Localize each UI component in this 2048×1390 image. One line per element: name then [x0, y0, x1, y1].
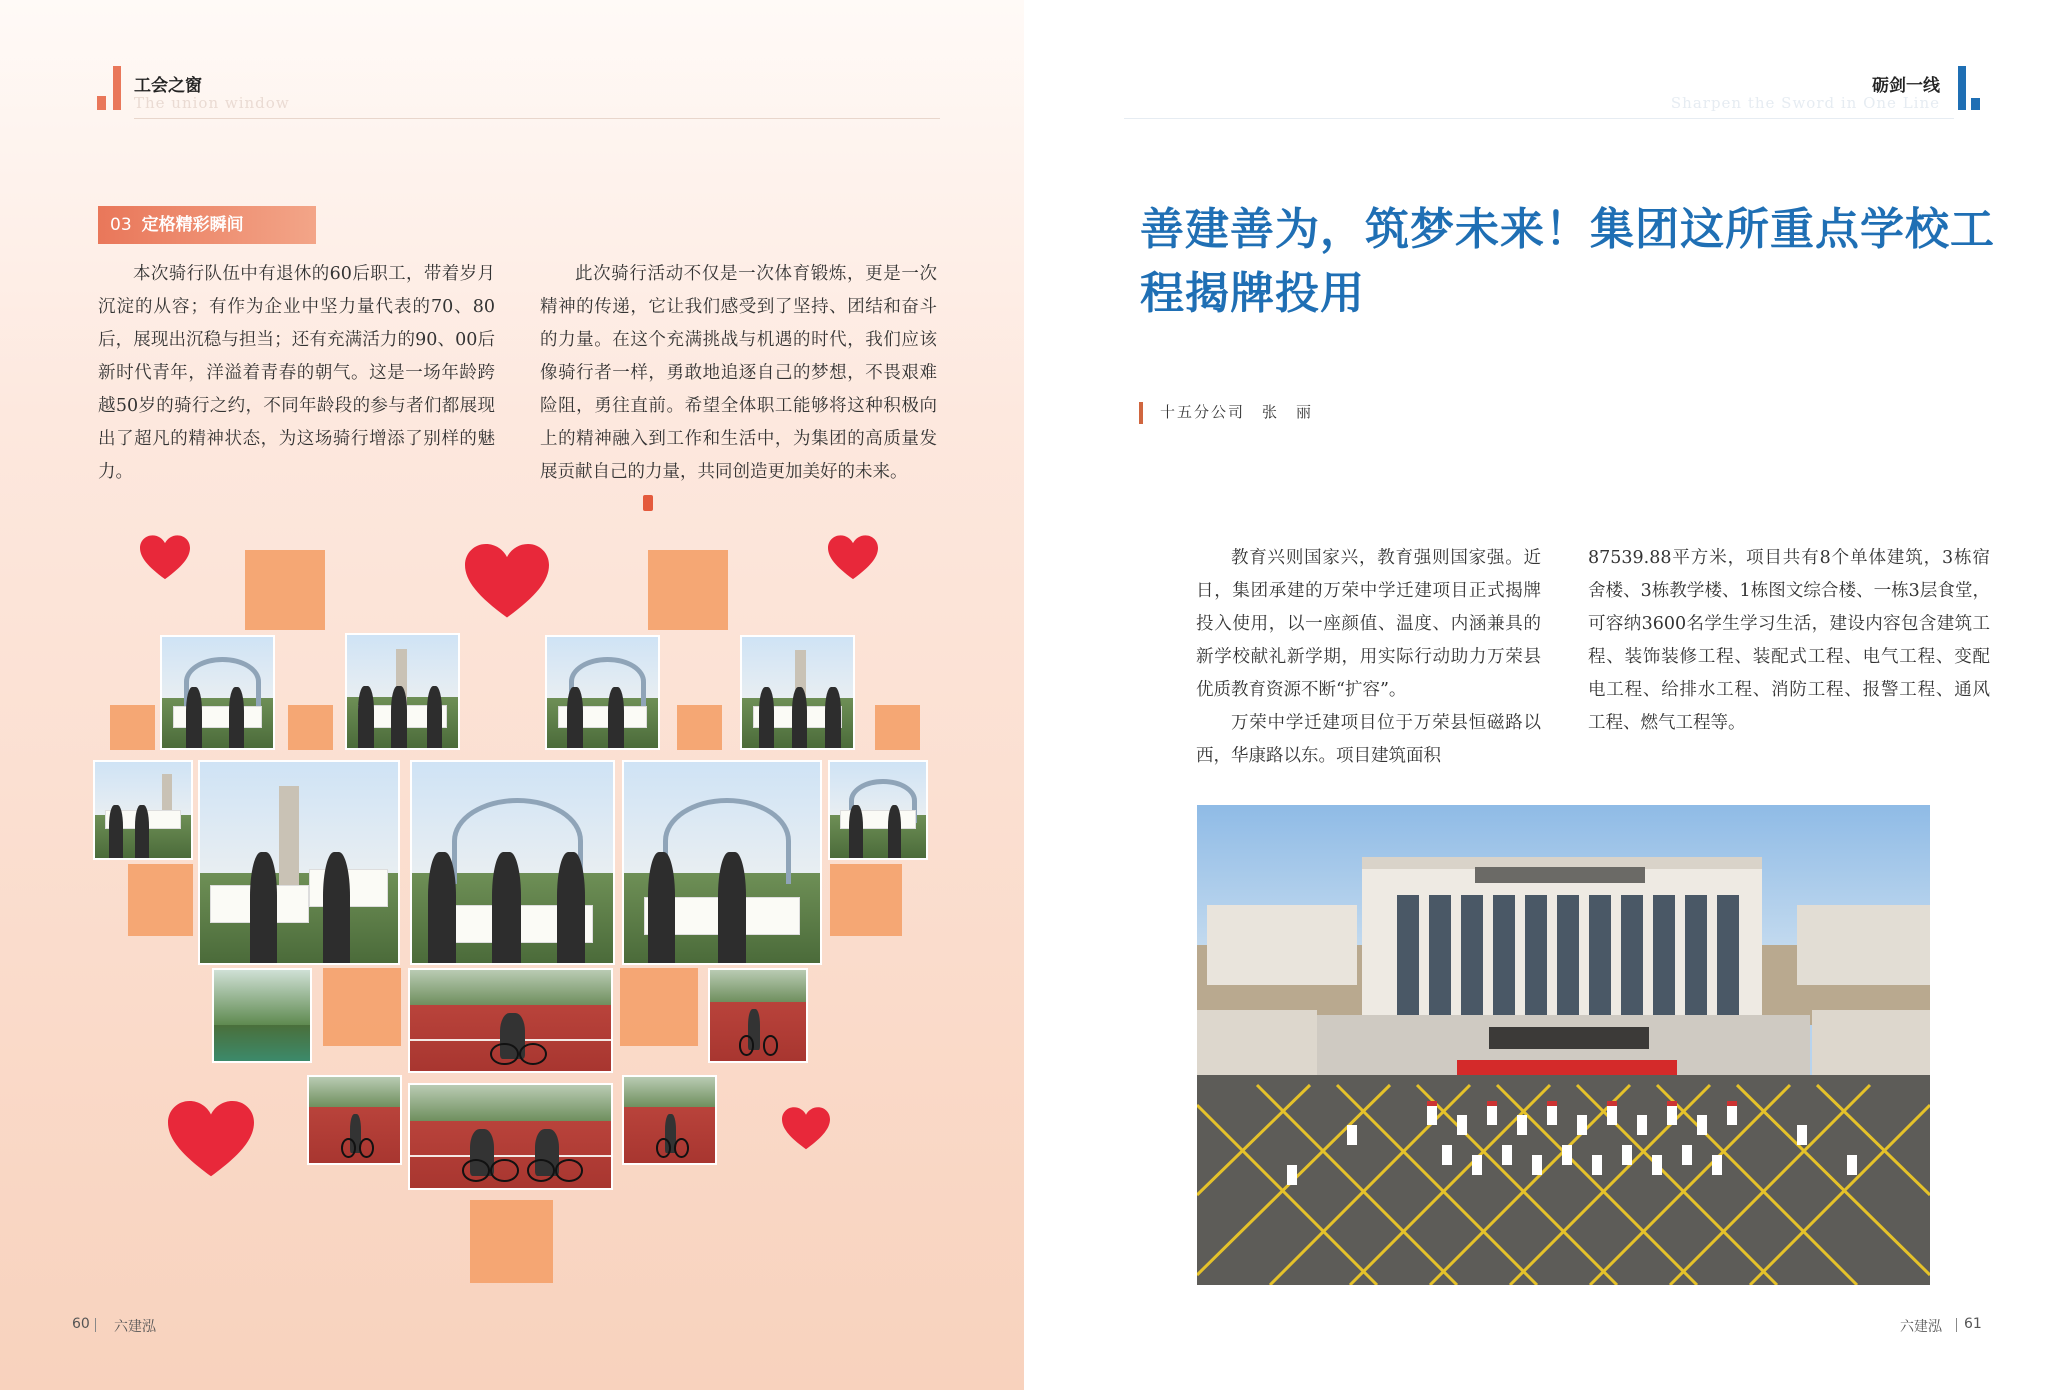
decor-square: [677, 705, 722, 750]
section-header-title: 砺剑一线: [1872, 76, 1940, 96]
heart-icon: [828, 535, 878, 581]
cycling-group-photo: [828, 760, 928, 860]
article-paragraph: 87539.88平方米，项目共有8个单体建筑，3栋宿舍楼、3栋教学楼、1栋图文综合楼、一栋3层食堂，可容纳3600名学生学习生活，建设内容包含建筑工程、装饰装修工程、装配式工程、电气工程、变配电工程、给排水工程、消防工程、报警工程、通风工程、燃气工程等。: [1588, 548, 1990, 733]
decor-square: [648, 550, 728, 630]
decor-square: [128, 864, 193, 936]
section-tag: [98, 206, 316, 244]
article-title: 善建善为，筑梦未来！集团这所重点学校工程揭牌投用: [1140, 204, 1995, 319]
cycling-photo: [408, 1083, 613, 1190]
section-number: 03: [110, 215, 132, 235]
article-paragraph: 万荣中学迁建项目位于万荣县恒磁路以西，华康路以东。项目建筑面积: [1196, 713, 1541, 766]
decor-square: [470, 1200, 553, 1283]
school-building-photo: [1197, 805, 1930, 1285]
footer-brand: 六建泓: [114, 1319, 156, 1335]
body-paragraph: 此次骑行活动不仅是一次体育锻炼，更是一次精神的传递，它让我们感受到了坚持、团结和奋斗的力量。在这个充满挑战与机遇的时代，我们应该像骑行者一样，勇敢地追逐自己的梦想，不畏艰难险阻，勇往直前。希望全体职工能够将这种积极向上的精神融入到工作和生活中，为集团的高质量发展贡献自己的力量，共同创造更加美好的未来。: [540, 264, 937, 482]
section-header-subtitle: The union window: [134, 94, 290, 112]
section-header-subtitle: Sharpen the Sword in One Line: [1670, 94, 1940, 112]
page-number: 60: [72, 1316, 90, 1332]
cycling-photo: [622, 1075, 717, 1165]
header-accent-bar: [1971, 98, 1980, 110]
decor-square: [620, 968, 698, 1046]
footer-brand: 六建泓: [1900, 1319, 1942, 1335]
body-column-1: [98, 258, 495, 489]
cycling-group-photo: [198, 760, 400, 965]
cycling-photo: [708, 968, 808, 1063]
section-header-title: 工会之窗: [134, 76, 202, 96]
cycling-group-photo: [740, 635, 855, 750]
cycling-group-photo: [622, 760, 822, 965]
park-photo: [212, 968, 312, 1063]
heart-icon: [168, 1100, 254, 1180]
decor-square: [830, 864, 902, 936]
header-accent-bar-tall: [113, 66, 121, 110]
school-scene: [1197, 805, 1930, 1285]
cycling-group-photo: [160, 635, 275, 750]
header-rule: [1124, 118, 1954, 119]
body-paragraph: 本次骑行队伍中有退休的60后职工，带着岁月沉淀的从容；有作为企业中坚力量代表的70、80后，展现出沉稳与担当；还有充满活力的90、00后新时代青年，洋溢着青春的朝气。这是一场年龄跨越50岁的骑行之约，不同年龄段的参与者们都展现出了超凡的精神状态，为这场骑行增添了别样的魅力。: [98, 264, 495, 482]
article-column-1: [1196, 542, 1541, 773]
heart-icon: [782, 1107, 830, 1151]
article-column-2: [1588, 542, 1990, 740]
author-accent: [1139, 402, 1143, 424]
article-author: 十五分公司 张 丽: [1160, 403, 1314, 421]
section-title: 定格精彩瞬间: [141, 215, 244, 235]
end-mark: [643, 495, 653, 511]
header-rule: [134, 118, 940, 119]
header-accent-bar-tall: [1958, 66, 1966, 110]
decor-square: [323, 968, 401, 1046]
page-number: 61: [1964, 1316, 1982, 1332]
decor-square: [110, 705, 155, 750]
heart-icon: [140, 535, 190, 581]
article-paragraph: 教育兴则国家兴，教育强则国家强。近日，集团承建的万荣中学迁建项目正式揭牌投入使用，以一座颜值、温度、内涵兼具的新学校献礼新学期，用实际行动助力万荣县优质教育资源不断“扩容”。: [1196, 548, 1541, 700]
heart-icon: [465, 543, 549, 621]
footer-divider: [1956, 1318, 1957, 1332]
decor-square: [288, 705, 333, 750]
cycling-photo: [408, 968, 613, 1073]
cycling-group-photo: [410, 760, 615, 965]
decor-square: [875, 705, 920, 750]
cycling-group-photo: [345, 633, 460, 750]
cycling-group-photo: [545, 635, 660, 750]
decor-square: [245, 550, 325, 630]
cycling-photo: [307, 1075, 402, 1165]
header-accent-bar: [97, 96, 106, 110]
footer-divider: [95, 1318, 96, 1332]
right-page: [1024, 0, 2048, 1390]
body-column-2: [540, 258, 937, 489]
cycling-group-photo: [93, 760, 193, 860]
